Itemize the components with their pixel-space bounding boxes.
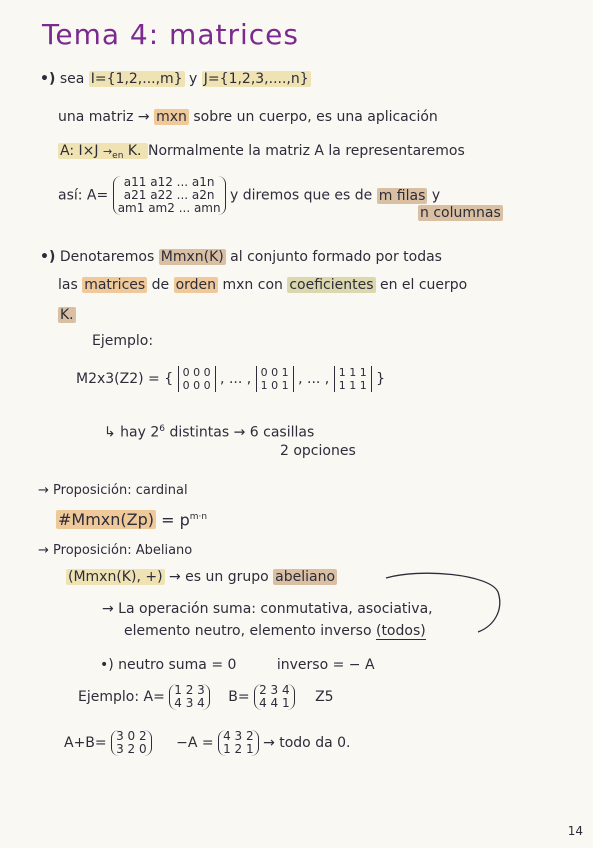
abeliano-highlight: abeliano [275,569,336,585]
text: inverso = − A [276,657,375,673]
text: } [376,371,386,387]
K-text: K. [127,143,142,159]
matrix-row: 0 0 1 [260,366,289,379]
line-asi [58,176,440,215]
text: sea [59,71,85,87]
line-opciones: 2 opciones [280,443,356,459]
en-text: en [112,151,124,162]
matrix-row: 1 0 1 [260,379,289,392]
text: −A = [176,735,214,751]
line-elementos [124,622,426,640]
text: ↳ hay 2 [104,424,160,441]
text: Denotaremos [59,249,155,265]
line-matrices-orden [58,276,467,294]
text: de [151,277,170,293]
grupo-highlight: (Mmxn(K), +) [68,569,163,585]
line-denotaremos [40,248,442,266]
text: = p [161,510,190,530]
matrix-row: a21 a22 ... a2n [123,188,215,202]
matrix-row: 0 0 0 [182,379,211,392]
map-text: A: I×J [60,143,99,159]
line-cardinal [56,508,207,529]
text: casillas [263,424,315,441]
ejemplo-label: Ejemplo: [92,333,154,349]
text: A+B= [64,735,107,751]
exponent: m·n [189,512,208,522]
line-definition-sets [40,70,311,88]
Mmxn-highlight: Mmxn(K) [160,249,224,265]
set-J: J={1,2,3,....,n} [203,71,309,87]
text: → es un grupo [169,569,269,585]
matrices-highlight: matrices [84,277,146,293]
matrix-row: 4 3 2 [223,729,254,743]
text: con [257,277,283,293]
matrix-row: 2 3 4 [259,683,290,697]
matrix-row: 4 4 1 [259,696,290,710]
exponent: 6 [159,424,166,434]
line-neutro [100,656,375,674]
line-map [58,142,465,165]
line-columnas [418,204,503,222]
text: A= [143,689,165,705]
matrix-row: 1 2 1 [223,742,254,756]
text: las [58,277,78,293]
text: •) neutro suma = 0 [100,657,237,673]
matrix-row: 1 2 3 [174,683,205,697]
columnas-highlight: n columnas [420,205,501,221]
bullet: •) [40,71,56,87]
proposition-cardinal: → Proposición: cardinal [38,483,188,498]
matrix-row: am1 am2 ... amn [117,201,221,215]
text: B= [228,689,250,705]
text: → todo da 0. [263,735,351,751]
matrix-A [169,684,210,710]
cardinal-highlight: #Mmxn(Zp) [58,510,155,530]
text: mxn [222,277,254,293]
filas-highlight: m filas [378,187,426,204]
line-matrix-def [58,108,438,126]
text: sobre un cuerpo, es una aplicación [193,109,438,125]
text: distintas → 6 [169,424,259,441]
matrix-row: 1 1 1 [338,379,367,392]
matrix-row: 1 1 1 [338,366,367,379]
line-K [58,306,76,324]
matrix-row: 0 0 0 [182,366,211,379]
coeficientes-highlight: coeficientes [289,277,374,293]
matrix-B [254,684,295,710]
matrix-ones [334,366,372,392]
page-title: Tema 4: matrices [42,18,299,51]
text: en el cuerpo [379,277,468,293]
text: Z5 [315,689,334,705]
page-number: 14 [567,824,583,838]
matrix-zero [178,366,216,392]
mxn-highlight: mxn [156,109,187,125]
text: Normalmente la matriz A la representaremos [147,143,465,159]
matrix-example [256,366,294,392]
matrix-row: a11 a12 ... a1n [123,175,215,189]
line-operacion: → La operación suma: conmutativa, asociativa, [102,601,433,617]
todos-underlined: (todos) [375,623,426,639]
text: y [431,187,441,204]
set-I: I={1,2,...,m} [90,71,183,87]
matrix-row: 3 2 0 [116,742,147,756]
text: y diremos que es de [230,187,373,204]
line-grupo [66,568,337,586]
text: Ejemplo: [78,689,140,705]
line-hay [104,420,314,442]
map-highlight: A: $I\times J \to_{en}$ K. [58,143,148,159]
matrix-sum [111,730,152,756]
K-highlight: K. [60,307,74,323]
text: así: A= [58,187,109,204]
text: , ... , [220,371,252,387]
bullet: •) [40,249,56,265]
orden-highlight: orden [175,277,217,293]
text: una matriz → [58,109,150,125]
line-M2x3 [76,366,385,392]
matrix-neg-A [218,730,259,756]
text: al conjunto formado por todas [230,249,442,265]
line-ejemplo2 [78,684,334,710]
proposition-abeliano: → Proposición: Abeliano [38,543,193,558]
text: , ... , [298,371,330,387]
line-suma [64,730,350,756]
matrix-row: 4 3 4 [174,696,205,710]
text: y [189,71,198,87]
matrix-general [113,176,226,215]
text: elemento neutro, elemento inverso [124,623,372,639]
text: M2x3(Z2) = { [76,371,174,387]
matrix-row: 3 0 2 [116,729,147,743]
